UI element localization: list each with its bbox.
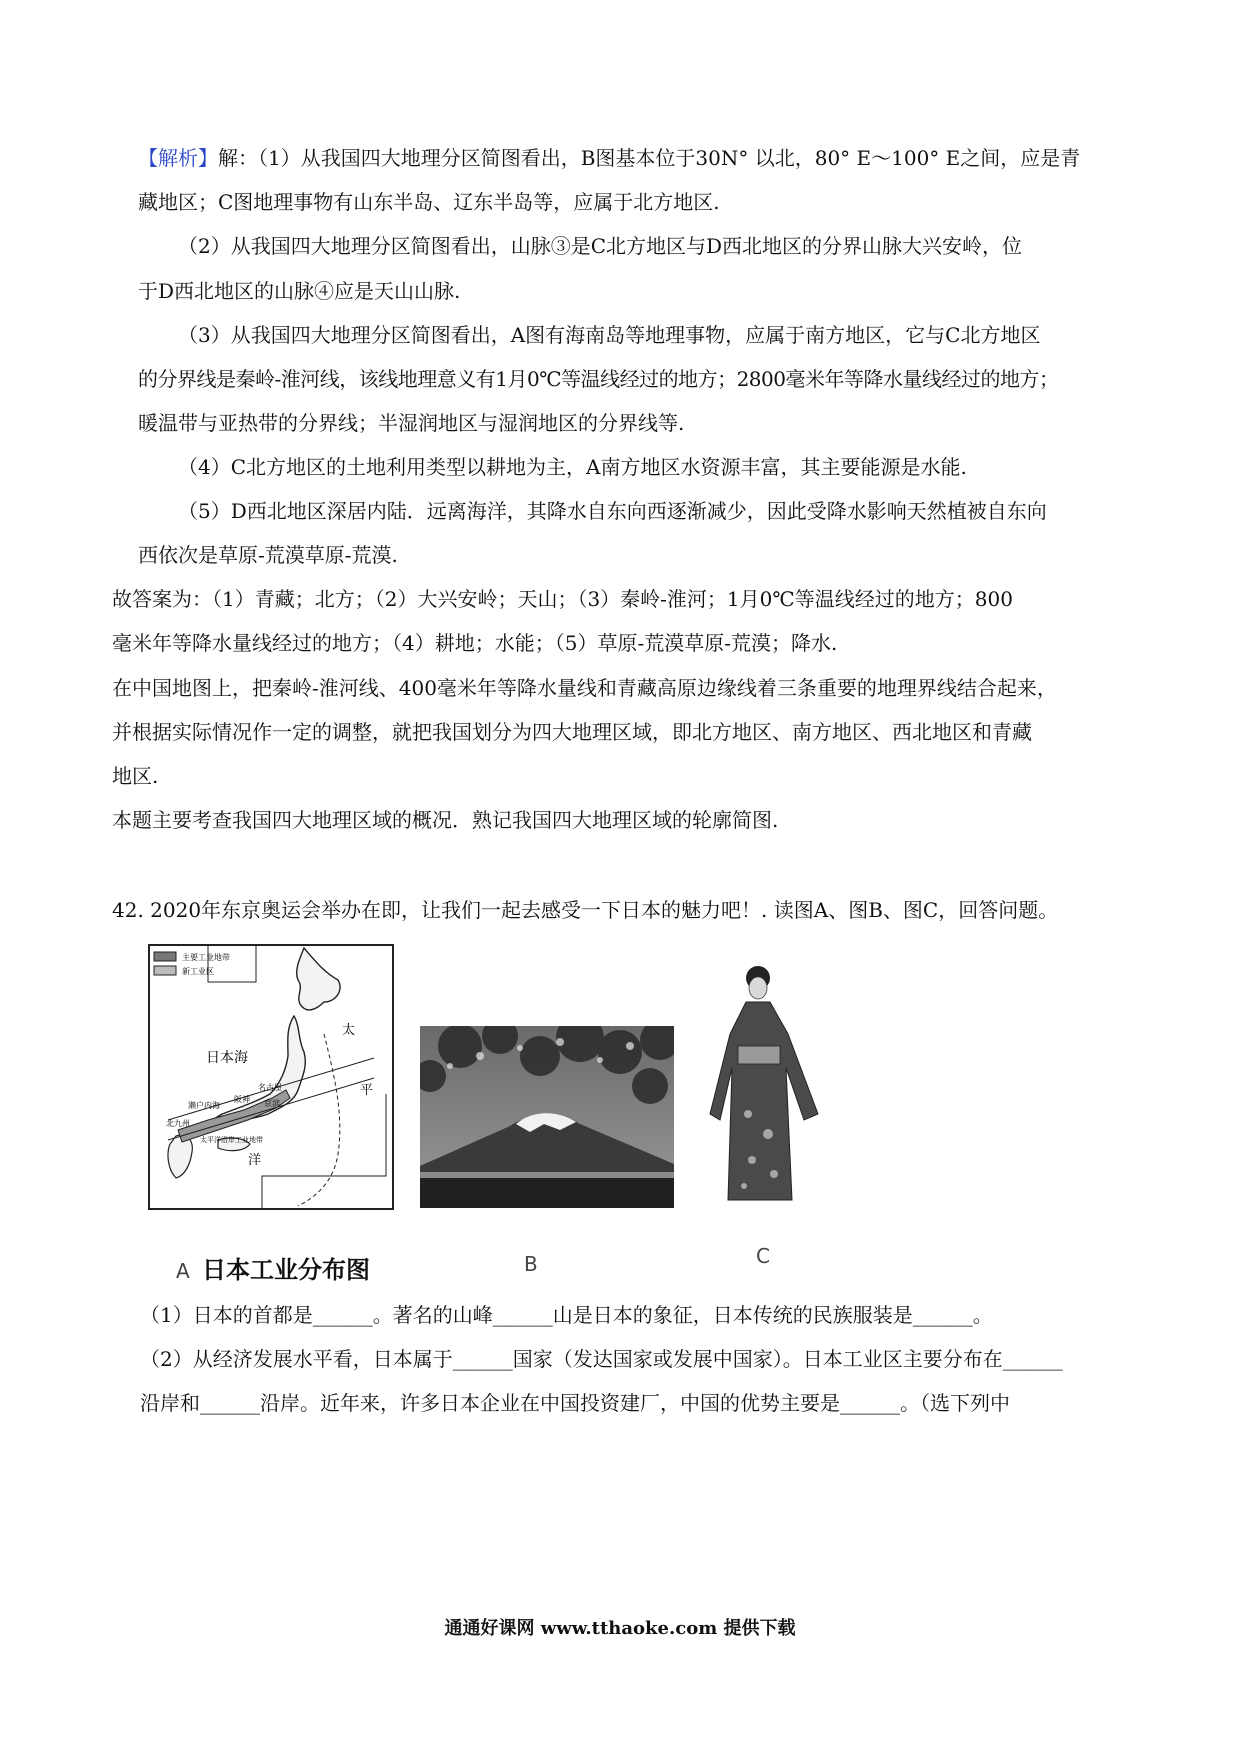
summary-line: 本题主要考查我国四大地理区域的概况．熟记我国四大地理区域的轮廓简图. bbox=[112, 808, 779, 832]
answer-line-2: 毫米年等降水量线经过的地方；（4）耕地；水能；（5）草原-荒漠草原-荒漠；降水. bbox=[112, 631, 838, 655]
hanshin-label: 阪神 bbox=[234, 1095, 250, 1104]
legend-swatch-1 bbox=[154, 952, 176, 961]
answer-line-1: 故答案为：（1）青藏；北方；（2）大兴安岭；天山；（3）秦岭-淮河；1月0℃等温线经过的地方；800 bbox=[112, 587, 1013, 611]
nagoya-label: 名古屋 bbox=[258, 1083, 282, 1092]
analysis-tag: 【解析】 bbox=[138, 146, 218, 170]
figure-a-caption bbox=[176, 1250, 370, 1285]
note-line-3: 地区. bbox=[112, 764, 159, 788]
analysis-line-8: （4）C北方地区的土地利用类型以耕地为主，A南方地区水资源丰富，其主要能源是水能. bbox=[178, 455, 967, 479]
page-footer: 通通好课网 www.tthaoke.com 提供下载 bbox=[444, 1618, 796, 1639]
sea-of-japan-label: 日本海 bbox=[206, 1050, 248, 1066]
pacific-belt-label: 太平洋沿岸工业地带 bbox=[200, 1136, 263, 1144]
fuji-svg bbox=[420, 1026, 674, 1208]
question-stem: 42. 2020年东京奥运会举办在即，让我们一起去感受一下日本的魅力吧！. 读图A、图B、图C，回答问题。 bbox=[112, 898, 1059, 922]
analysis-line-9: （5）D西北地区深居内陆．远离海洋，其降水自东向西逐渐减少，因此受降水影响天然植被自东向 bbox=[178, 499, 1047, 523]
keihin-label: 京滨 bbox=[264, 1099, 280, 1108]
map-svg bbox=[148, 944, 394, 1210]
pacific-label-3: 洋 bbox=[248, 1153, 262, 1168]
legend-label-2: 新工业区 bbox=[182, 967, 214, 976]
note-line-2: 并根据实际情况作一定的调整，就把我国划分为四大地理区域，即北方地区、南方地区、西北地区和青藏 bbox=[112, 720, 1032, 744]
japan-industry-map bbox=[148, 944, 394, 1210]
legend-label-1: 主要工业地带 bbox=[182, 953, 230, 962]
legend-swatch-2 bbox=[154, 966, 176, 975]
note-line-1: 在中国地图上，把秦岭-淮河线、400毫米年等降水量线和青藏高原边缘线着三条重要的地理界线结合起来， bbox=[112, 676, 1057, 700]
mount-fuji-photo bbox=[420, 1026, 674, 1208]
analysis-line-2: 藏地区；C图地理事物有山东半岛、辽东半岛等，应属于北方地区. bbox=[138, 190, 720, 214]
figure-a-title: 日本工业分布图 bbox=[202, 1256, 371, 1284]
analysis-line-10: 西依次是草原-荒漠草原-荒漠. bbox=[138, 543, 398, 567]
subquestion-2-line-1: （2）从经济发展水平看，日本属于______国家（发达国家或发展中国家）。日本工业区主要分布在______ bbox=[140, 1347, 1063, 1371]
analysis-line-6: 的分界线是秦岭-淮河线，该线地理意义有1月0℃等温线经过的地方；2800毫米年等降水量线经过的地方； bbox=[138, 367, 1059, 391]
subquestion-2-line-2: 沿岸和______沿岸。近年来，许多日本企业在中国投资建厂，中国的优势主要是______。（选下列中 bbox=[140, 1391, 1010, 1415]
setouchi-label: 濑户内海 bbox=[188, 1101, 220, 1110]
analysis-line-1 bbox=[138, 145, 1080, 171]
kitakyushu-label: 北九州 bbox=[166, 1119, 190, 1128]
figure-c-caption: C bbox=[756, 1244, 770, 1268]
figure-b-caption: B bbox=[524, 1252, 538, 1276]
pacific-label-1: 太 bbox=[342, 1023, 356, 1038]
analysis-text: 解：（1）从我国四大地理分区简图看出，B图基本位于30N° 以北，80° E～100° E之间，应是青 bbox=[218, 146, 1081, 170]
figure-a-letter: A bbox=[176, 1259, 190, 1283]
analysis-line-5: （3）从我国四大地理分区简图看出，A图有海南岛等地理事物，应属于南方地区，它与C北方地区 bbox=[178, 323, 1041, 347]
analysis-line-4: 于D西北地区的山脉④应是天山山脉. bbox=[138, 279, 461, 303]
pacific-label-2: 平 bbox=[360, 1083, 374, 1098]
subquestion-1: （1）日本的首都是______。著名的山峰______山是日本的象征，日本传统的民族服装是______。 bbox=[140, 1303, 993, 1327]
analysis-line-7: 暖温带与亚热带的分界线；半湿润地区与湿润地区的分界线等. bbox=[138, 411, 685, 435]
kimono-photo bbox=[708, 964, 824, 1204]
analysis-line-3: （2）从我国四大地理分区简图看出，山脉③是C北方地区与D西北地区的分界山脉大兴安岭，位 bbox=[178, 234, 1023, 258]
kimono-svg bbox=[708, 964, 824, 1204]
